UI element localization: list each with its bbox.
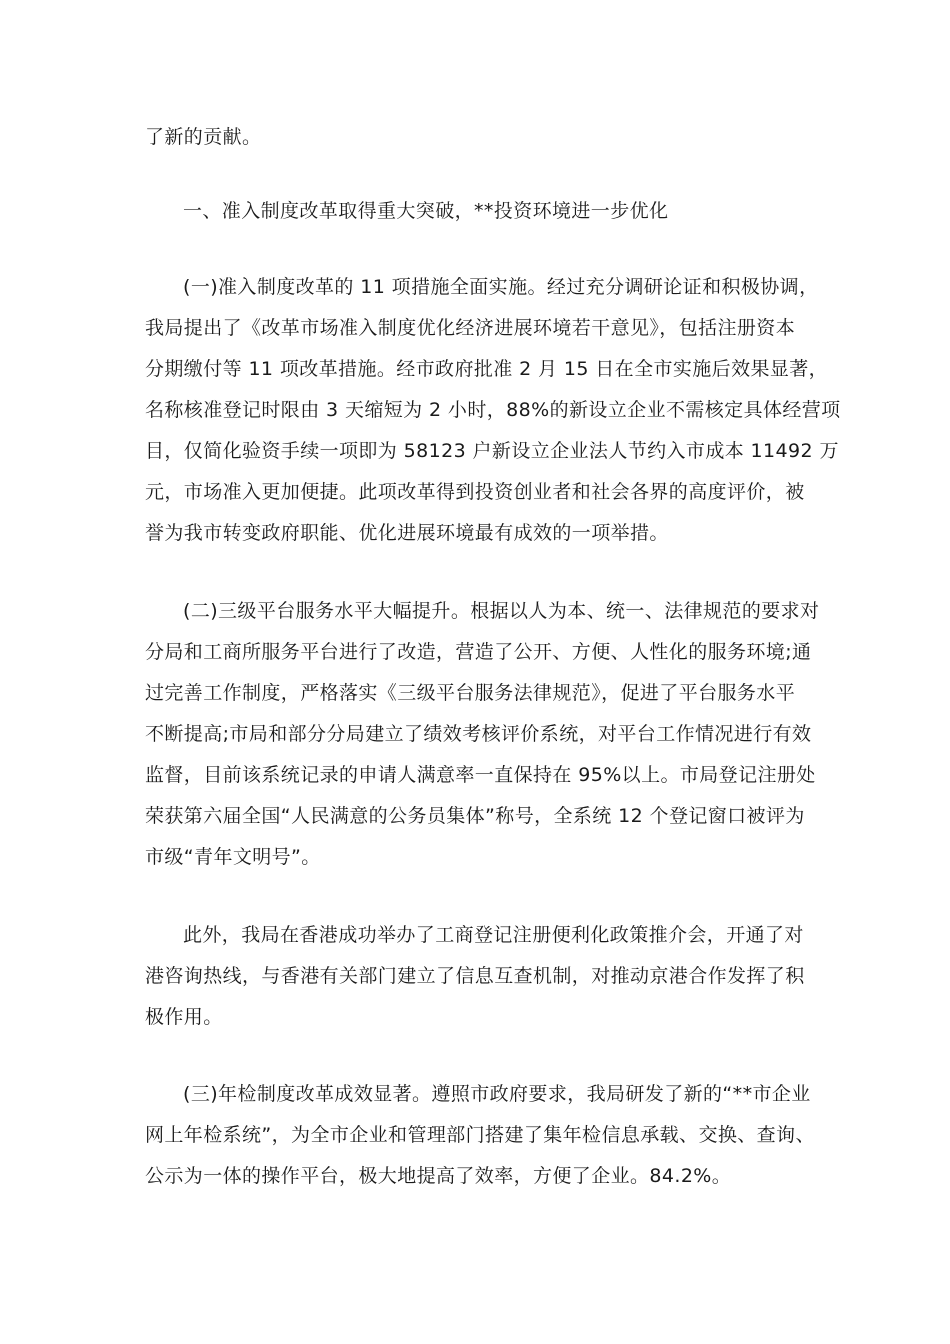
text-line: 分期缴付等 11 项改革措施。经市政府批准 2 月 15 日在全市实施后效果显著， (145, 358, 829, 380)
text-line: 公示为一体的操作平台，极大地提高了效率，方便了企业。84.2%。 (145, 1165, 732, 1187)
text-line: (二)三级平台服务水平大幅提升。根据以人为本、统一、法律规范的要求对 (183, 600, 820, 622)
paragraph-entry-reform (145, 267, 841, 554)
text-line: 监督，目前该系统记录的申请人满意率一直保持在 95%以上。市局登记注册处 (145, 764, 816, 786)
text-line: 我局提出了《改革市场准入制度优化经济进展环境若干意见》，包括注册资本 (145, 317, 796, 339)
paragraph-annual-inspection (145, 1074, 815, 1197)
text-line: 元，市场准入更加便捷。此项改革得到投资创业者和社会各界的高度评价，被 (145, 481, 805, 503)
text-line: (三)年检制度改革成效显著。遵照市政府要求，我局研发了新的“**市企业 (183, 1083, 811, 1105)
text-line: 一、准入制度改革取得重大突破，**投资环境进一步优化 (183, 200, 669, 222)
text-line: 荣获第六届全国“人民满意的公务员集体”称号，全系统 12 个登记窗口被评为 (145, 805, 805, 827)
paragraph-hong-kong (145, 915, 805, 1038)
text-line: 不断提高;市局和部分分局建立了绩效考核评价系统，对平台工作情况进行有效 (145, 723, 812, 745)
text-line: 此外，我局在香港成功举办了工商登记注册便利化政策推介会，开通了对 (183, 924, 804, 946)
text-line: 网上年检系统”，为全市企业和管理部门搭建了集年检信息承载、交换、查询、 (145, 1124, 815, 1146)
text-line: 目，仅简化验资手续一项即为 58123 户新设立企业法人节约入市成本 11492 万 (145, 440, 839, 462)
text-line: 了新的贡献。 (145, 126, 262, 148)
text-line: 市级“青年文明号”。 (145, 846, 321, 868)
text-line: 港咨询热线，与香港有关部门建立了信息互查机制，对推动京港合作发挥了积 (145, 965, 805, 987)
section-heading (145, 191, 805, 232)
text-line: 过完善工作制度，严格落实《三级平台服务法律规范》，促进了平台服务水平 (145, 682, 796, 704)
text-line: 名称核准登记时限由 3 天缩短为 2 小时，88%的新设立企业不需核定具体经营项 (145, 399, 841, 421)
text-line: (一)准入制度改革的 11 项措施全面实施。经过充分调研论证和积极协调， (183, 276, 819, 298)
text-line: 誉为我市转变政府职能、优化进展环境最有成效的一项举措。 (145, 522, 669, 544)
text-line: 分局和工商所服务平台进行了改造，营造了公开、方便、人性化的服务环境;通 (145, 641, 812, 663)
paragraph-continuation (145, 117, 805, 158)
text-line: 极作用。 (145, 1006, 223, 1028)
paragraph-service-platform (145, 591, 820, 878)
